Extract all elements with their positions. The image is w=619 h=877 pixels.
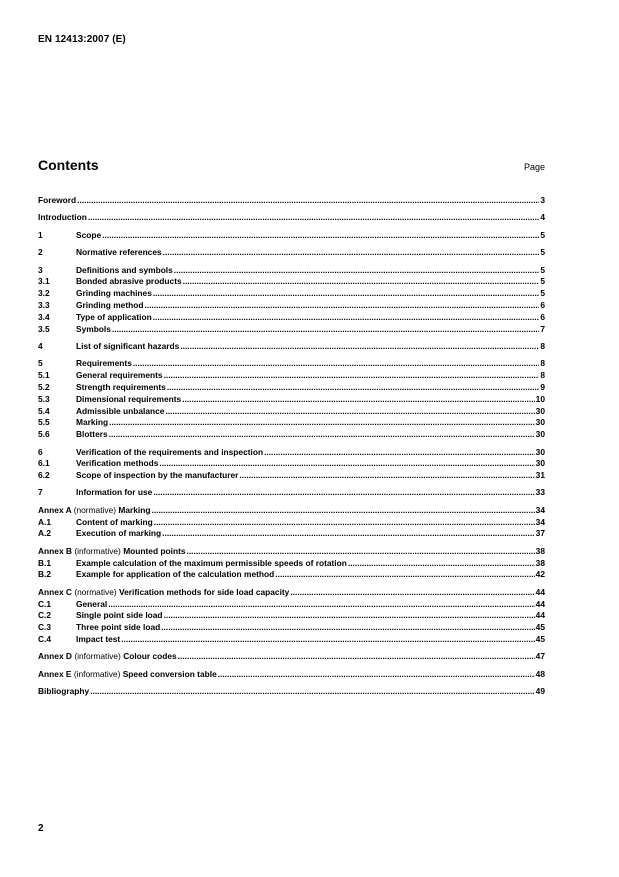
toc-entry-page: 30	[535, 429, 545, 440]
toc-entry[interactable]	[38, 247, 545, 259]
toc-entry-number: 4	[38, 340, 43, 351]
toc-entry[interactable]	[38, 276, 545, 288]
toc-entry-page: 6	[540, 311, 545, 322]
toc-entry[interactable]	[38, 487, 545, 499]
toc-entry-page: 48	[535, 668, 545, 679]
toc-entry-number: A.2	[38, 528, 52, 539]
toc-entry-page: 5	[540, 276, 545, 287]
toc-entry-title: Foreword	[38, 195, 77, 205]
dot-leader	[164, 610, 535, 622]
toc-entry-page: 9	[540, 381, 545, 392]
toc-entry[interactable]	[38, 429, 545, 441]
dot-leader	[102, 230, 539, 242]
toc-entry[interactable]	[38, 610, 545, 622]
toc-entry-number: 5.5	[38, 417, 50, 428]
toc-entry-page: 34	[535, 516, 545, 527]
annex-kind: (normative)	[74, 586, 117, 597]
dot-leader	[167, 382, 540, 394]
toc-entry-number: 6.2	[38, 470, 50, 481]
toc-entry-page: 47	[535, 651, 545, 662]
dot-leader	[162, 528, 535, 540]
toc-entry-title: Bonded abrasive products	[76, 276, 182, 287]
toc-entry-title: Verification methods	[76, 458, 159, 469]
toc-entry-title: Strength requirements	[76, 381, 166, 392]
dot-leader	[112, 324, 539, 336]
toc-entry[interactable]	[38, 358, 545, 370]
toc-entry-page: 38	[535, 557, 545, 568]
dot-leader	[77, 195, 539, 207]
toc-entry-page: 44	[535, 598, 545, 609]
toc-entry-page: 5	[540, 229, 545, 240]
toc-entry-title: Single point side load	[76, 610, 163, 621]
toc-entry[interactable]	[38, 686, 545, 698]
dot-leader	[159, 458, 534, 470]
toc-entry-title: Grinding method	[76, 299, 144, 310]
toc-entry[interactable]	[38, 312, 545, 324]
toc-entry-page: 45	[535, 634, 545, 645]
toc-entry[interactable]	[38, 587, 545, 599]
toc-entry-number: A.1	[38, 516, 52, 527]
toc-entry-page: 6	[540, 299, 545, 310]
dot-leader	[239, 470, 534, 482]
toc-entry-page: 33	[535, 487, 545, 498]
dot-leader	[90, 686, 534, 698]
dot-leader	[161, 622, 534, 634]
annex-label: Annex E	[38, 668, 72, 679]
toc-entry-title: Execution of marking	[76, 528, 162, 539]
toc-entry-number: B.1	[38, 557, 52, 568]
toc-entry-page: 37	[535, 528, 545, 539]
toc-entry[interactable]	[38, 558, 545, 570]
toc-entry-title: Dimensional requirements	[76, 393, 182, 404]
toc-entry-title: Scope	[76, 229, 102, 240]
dot-leader	[165, 406, 534, 418]
dot-leader	[153, 288, 539, 300]
toc-entry-number: 1	[38, 229, 43, 240]
annex-kind: (informative)	[74, 651, 121, 662]
toc-entry[interactable]	[38, 517, 545, 529]
toc-entry[interactable]	[38, 417, 545, 429]
toc-entry-title: Blotters	[76, 429, 108, 440]
annex-title: Verification methods for side load capacity	[119, 586, 290, 597]
toc-entry-number: 5.2	[38, 381, 50, 392]
toc-entry-page: 5	[540, 247, 545, 258]
toc-entry[interactable]	[38, 341, 545, 353]
annex-kind: (normative)	[73, 504, 117, 515]
annex-kind: (informative)	[74, 545, 121, 556]
toc-entry-title: Three point side load	[76, 622, 161, 633]
toc-entry-title: Introduction	[38, 212, 87, 223]
toc-entry-page: 8	[540, 340, 545, 351]
toc-entry-number: 3.5	[38, 323, 50, 334]
toc-entry-page: 31	[535, 470, 545, 481]
annex-label: Annex B	[38, 545, 72, 556]
toc-entry-title: Symbols	[76, 323, 111, 334]
dot-leader	[164, 370, 540, 382]
toc-entry-page: 42	[535, 569, 545, 580]
toc-entry-title: Scope of inspection by the manufacturer	[76, 470, 239, 481]
dot-leader	[290, 587, 534, 599]
toc-entry[interactable]	[38, 651, 545, 663]
toc-entry-number: 5.6	[38, 429, 50, 440]
toc-entry[interactable]	[38, 470, 545, 482]
toc-entry-title: Type of application	[76, 311, 152, 322]
dot-leader	[275, 569, 534, 581]
toc-entry-title	[38, 546, 186, 558]
toc-entry[interactable]	[38, 195, 545, 207]
dot-leader	[133, 358, 539, 370]
toc-entry-title: Example for application of the calculation method	[76, 569, 275, 580]
toc-entry-title: Impact test	[76, 634, 121, 645]
toc-entry-title	[38, 505, 151, 517]
toc-entry-number: 3.1	[38, 276, 50, 287]
toc-entry[interactable]	[38, 230, 545, 242]
toc-entry-title: Marking	[76, 417, 109, 428]
dot-leader	[348, 558, 535, 570]
toc-entry[interactable]	[38, 288, 545, 300]
toc-entry-page: 5	[540, 264, 545, 275]
dot-leader	[182, 394, 534, 406]
toc-entry-page: 38	[535, 545, 545, 556]
toc-entry-title: Grinding machines	[76, 288, 152, 299]
toc-entry-page: 44	[535, 586, 545, 597]
dot-leader	[108, 599, 534, 611]
dot-leader	[183, 276, 540, 288]
toc-entry[interactable]	[38, 528, 545, 540]
toc-entry-number: 3.3	[38, 299, 50, 310]
toc-entry-title: Normative references	[76, 247, 162, 258]
dot-leader	[88, 212, 539, 224]
toc-entry-title: Verification of the requirements and inspection	[76, 446, 264, 457]
annex-title: Marking	[118, 504, 151, 515]
dot-leader	[109, 429, 535, 441]
toc-entry-page: 8	[540, 370, 545, 381]
toc-entry-title: List of significant hazards	[76, 340, 180, 351]
annex-title: Mounted points	[123, 545, 186, 556]
toc-entry-number: 3.2	[38, 288, 50, 299]
dot-leader	[121, 634, 534, 646]
document-id-header: EN 12413:2007 (E)	[38, 34, 126, 45]
dot-leader	[144, 300, 539, 312]
toc-entry-page: 30	[535, 458, 545, 469]
toc-entry-page: 30	[535, 446, 545, 457]
toc-entry[interactable]	[38, 370, 545, 382]
annex-title: Colour codes	[123, 651, 177, 662]
dot-leader	[178, 651, 535, 663]
page-title: Contents	[38, 157, 99, 173]
dot-leader	[154, 517, 535, 529]
toc-entry-page: 30	[535, 405, 545, 416]
toc-entry[interactable]	[38, 324, 545, 336]
toc-entry[interactable]	[38, 447, 545, 459]
dot-leader	[218, 669, 535, 681]
toc-entry-page: 34	[535, 504, 545, 515]
toc-entry-page: 4	[540, 212, 545, 223]
toc-entry[interactable]	[38, 300, 545, 312]
dot-leader	[264, 447, 535, 459]
toc-entry-title: Example calculation of the maximum permissible speeds of rotation	[76, 557, 347, 568]
toc-entry[interactable]	[38, 458, 545, 470]
toc-entry-page: 3	[540, 195, 545, 205]
page-number: 2	[38, 823, 44, 834]
toc-entry[interactable]	[38, 569, 545, 581]
toc-entry-number: C.2	[38, 610, 52, 621]
toc-entry[interactable]	[38, 505, 545, 517]
toc-entry[interactable]	[38, 669, 545, 681]
page-column-label: Page	[523, 162, 545, 172]
dot-leader	[163, 247, 540, 259]
annex-label: Annex D	[38, 651, 72, 662]
toc-entry-title: General requirements	[76, 370, 163, 381]
toc-entry-page: 45	[535, 622, 545, 633]
toc-entry-title	[38, 587, 289, 599]
toc-entry-title: Admissible unbalance	[76, 405, 165, 416]
toc-entry-title	[38, 651, 177, 663]
toc-entry-number: 5.1	[38, 370, 50, 381]
dot-leader	[109, 417, 535, 429]
dot-leader	[174, 265, 540, 277]
toc-entry-number: 6	[38, 446, 43, 457]
toc-entry[interactable]	[38, 546, 545, 558]
toc-entry-page: 30	[535, 417, 545, 428]
toc-entry[interactable]	[38, 265, 545, 277]
toc-entry-page: 5	[540, 288, 545, 299]
toc-entry[interactable]	[38, 622, 545, 634]
annex-label: Annex A	[38, 504, 72, 515]
toc-entry-number: B.2	[38, 569, 52, 580]
toc-entry[interactable]	[38, 634, 545, 646]
toc-entry-title: Information for use	[76, 487, 153, 498]
toc-entry-number: 5	[38, 358, 43, 369]
toc-entry-title	[38, 669, 217, 681]
toc-entry-page: 10	[535, 393, 545, 404]
annex-title: Speed conversion table	[122, 668, 217, 679]
toc-entry-title: General	[76, 598, 108, 609]
dot-leader	[180, 341, 539, 353]
toc-entry[interactable]	[38, 394, 545, 406]
toc-entry[interactable]	[38, 382, 545, 394]
toc-entry-title: Bibliography	[38, 686, 90, 697]
dot-leader	[152, 505, 535, 517]
toc-entry-number: 2	[38, 247, 43, 258]
toc-entry-number: C.4	[38, 634, 52, 645]
toc-entry-page: 44	[535, 610, 545, 621]
toc-entry-number: 7	[38, 487, 43, 498]
toc-entry[interactable]	[38, 406, 545, 418]
toc-entry[interactable]	[38, 599, 545, 611]
toc-entry-page: 7	[540, 323, 545, 334]
toc-entry-number: C.1	[38, 598, 52, 609]
toc-entry-title: Definitions and symbols	[76, 264, 173, 275]
dot-leader	[153, 487, 534, 499]
toc-entry-number: 6.1	[38, 458, 50, 469]
annex-kind: (informative)	[73, 668, 121, 679]
toc-entry-title: Content of marking	[76, 516, 153, 527]
toc-entry-number: 3.4	[38, 311, 50, 322]
toc-entry-page: 49	[535, 686, 545, 697]
toc-entry-page: 8	[540, 358, 545, 369]
toc-entry-number: C.3	[38, 622, 52, 633]
toc-entry-number: 3	[38, 264, 43, 275]
toc-entry[interactable]	[38, 212, 545, 224]
dot-leader	[187, 546, 535, 558]
toc-entry-title: Requirements	[76, 358, 132, 369]
table-of-contents	[38, 195, 545, 698]
toc-entry-number: 5.4	[38, 405, 50, 416]
annex-label: Annex C	[38, 586, 72, 597]
toc-entry-number: 5.3	[38, 393, 50, 404]
dot-leader	[153, 312, 540, 324]
